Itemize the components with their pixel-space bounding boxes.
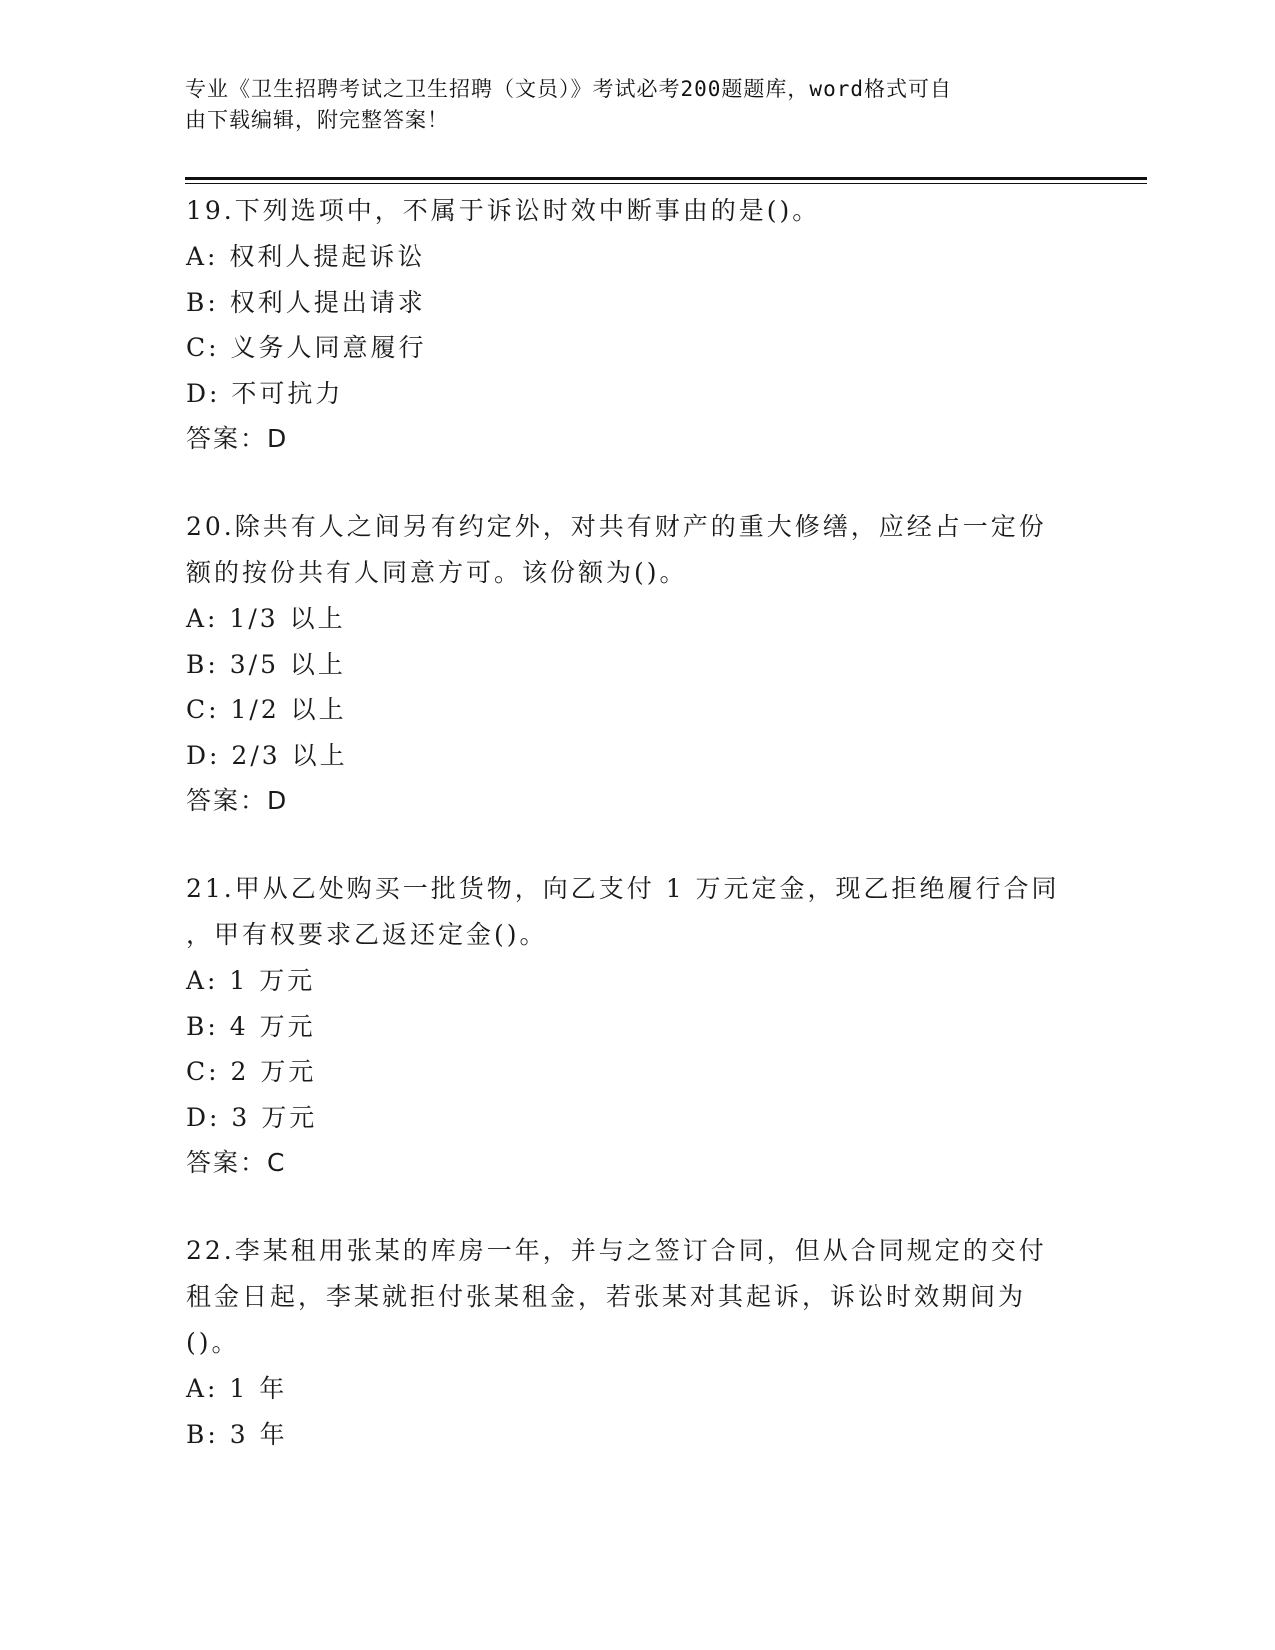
document-header [185,74,1065,136]
option-b: B: 权利人提出请求 [186,287,426,317]
option-c: C: 1/2 以上 [186,695,347,724]
question-spacer [186,462,1086,504]
option-a: A: 1 年 [186,1374,288,1403]
question-21 [186,866,1086,1186]
question-20 [186,504,1086,824]
option-a: A: 1 万元 [186,966,316,995]
option-d: D: 2/3 以上 [186,740,348,770]
question-list [186,188,1086,1457]
option-b: B: 4 万元 [186,1011,316,1041]
question-text-continued: 额的按份共有人同意方可。该份额为()。 [186,558,688,587]
header-divider-thick [185,177,1147,180]
question-text: 22.李某租用张某的库房一年，并与之签订合同，但从合同规定的交付 [186,1236,1047,1265]
question-19 [186,188,1086,462]
option-d: D: 3 万元 [186,1102,318,1132]
answer: 答案：C [186,1148,287,1177]
option-d: D: 不可抗力 [186,378,344,408]
header-line-1: 专业《卫生招聘考试之卫生招聘（文员）》考试必考200题题库，word格式可自 [185,77,952,101]
question-text-continued: 租金日起，李某就拒付张某租金，若张某对其起诉，诉讼时效期间为 [186,1282,1027,1311]
question-text: 19.下列选项中，不属于诉讼时效中断事由的是()。 [186,196,821,225]
option-c: C: 义务人同意履行 [186,333,427,362]
option-a: A: 1/3 以上 [186,604,346,633]
question-text: 21.甲从乙处购买一批货物，向乙支付 1 万元定金，现乙拒绝履行合同 [186,874,1060,903]
question-text-continued: ()。 [186,1328,240,1357]
question-spacer [186,1186,1086,1228]
question-text: 20.除共有人之间另有约定外，对共有财产的重大修缮，应经占一定份 [186,512,1047,541]
answer: 答案：D [186,786,289,815]
option-a: A: 权利人提起诉讼 [186,242,426,271]
question-spacer [186,824,1086,866]
question-text-continued: ，甲有权要求乙返还定金()。 [186,920,548,949]
header-line-2: 由下载编辑，附完整答案！ [185,108,449,132]
option-b: B: 3/5 以上 [186,649,346,679]
option-c: C: 2 万元 [186,1057,317,1086]
question-22 [186,1228,1086,1457]
header-divider-thin [185,183,1147,184]
option-b: B: 3 年 [186,1419,288,1449]
answer: 答案：D [186,424,289,453]
